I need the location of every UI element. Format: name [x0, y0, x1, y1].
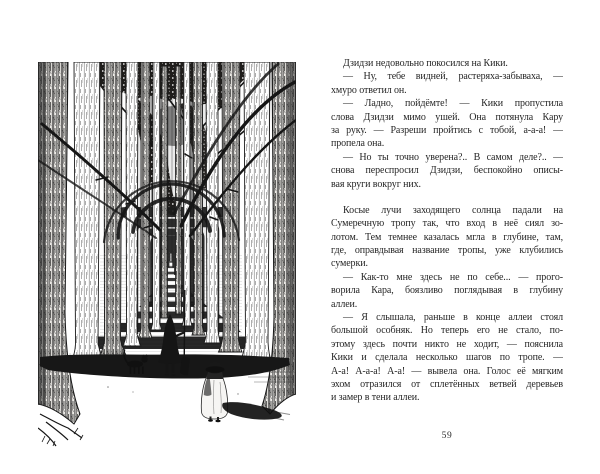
paragraph: [331, 57, 563, 70]
text-line: большой особняк. Но теперь его не стало, по-: [331, 325, 563, 337]
text-line: снова переспросил Дзидзи, беспокойно описы-: [331, 165, 563, 177]
paragraph: [331, 97, 563, 151]
text-line: — Ладно, пойдёмте! — Кики пропустила: [343, 98, 563, 110]
text-line: Косые лучи заходящего солнца падали на: [343, 204, 563, 216]
text-line: — Но ты точно уверена?.. В самом деле?.. —: [343, 151, 563, 163]
illustration-tree-alley: [38, 62, 296, 450]
text-line: за руку. — Разреши пройтись с тобой, а-а-а! —: [331, 124, 563, 136]
text-line: Сумеречную тропу так, что вход в неё сиял зо-: [331, 218, 563, 230]
text-column: [331, 57, 563, 405]
text-line: — Я слышала, раньше в конце аллеи стоял: [343, 312, 563, 324]
hat-brim: [206, 366, 225, 372]
tree-trunks-right: [176, 62, 273, 364]
text-line: аллеи.: [331, 298, 358, 310]
paragraph: [331, 271, 563, 311]
text-line: пропела она.: [331, 138, 385, 150]
figure-shadow: [222, 402, 290, 420]
paragraph: [331, 70, 563, 97]
text-line: — Как-то мне здесь не по себе... — прого-: [343, 271, 563, 283]
text-line: слова Дзидзи мимо ушей. Она потянула Кару: [331, 111, 563, 123]
tree-trunks-left: [71, 62, 168, 362]
paragraph: [331, 151, 563, 191]
text-line: лотом. Тем темнее казалась мгла в глубине, там,: [331, 231, 563, 243]
text-line: А-а! А-а-а! А-а! — вывела она. Голос её мягким: [331, 365, 563, 377]
text-line: сумерки.: [331, 258, 368, 270]
paragraph: [331, 204, 563, 271]
text-line: хмуро ответил он.: [331, 84, 407, 96]
paragraph: [331, 311, 563, 405]
page-number: 59: [441, 431, 453, 441]
text-line: и замер в тени аллеи.: [331, 392, 420, 404]
text-line: эхом отразился от сплетённых ветвей деревьев: [331, 378, 563, 390]
text-line: — Ну, тебе видней, растеряха-забываха, —: [343, 71, 563, 83]
text-line: ворила Кара, боязливо поглядывая в глубину: [331, 285, 563, 297]
text-line: где, оправдывая название тропы, уже клубились: [331, 245, 563, 257]
broom-stick: [184, 290, 185, 364]
text-line: вая круги вокруг них.: [331, 178, 421, 190]
text-line: Кики и сделала несколько шагов по тропе. —: [331, 352, 563, 364]
text-line: Дзидзи недовольно покосился на Кики.: [343, 58, 508, 69]
text-line: этому здесь почти никто не ходит, — пояснила: [331, 338, 563, 350]
